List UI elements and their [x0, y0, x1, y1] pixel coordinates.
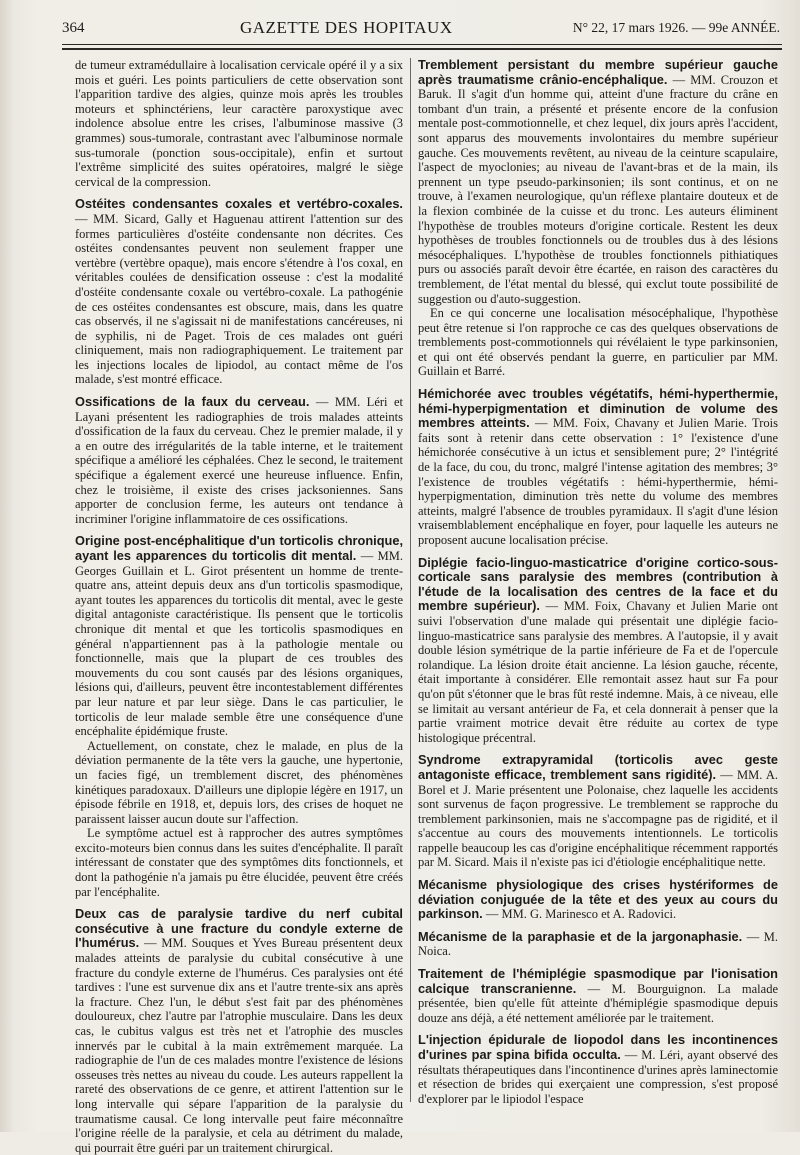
article-text: — MM. Léri et Layani présentent les radiographies de trois malades atteints d'ossification de la faux du cerveau. Chez le premier malade, il y a en outre des irrégularités de la table interne, et le traitement spécifique a amélioré les céphalées. Chez le second, le traitement spécifique a également exercé une heureuse influence. Enfin, chez le troisième, il existe des crises jacksoniennes. Sans apporter de conclusion ferme, les auteurs ont tendance à incriminer l'origine inflammatoire de ces ossifications. [75, 395, 403, 526]
article-lead-paragraph [75, 907, 403, 1155]
article-text: — M. Bourguignon. La malade présentée, bien qu'elle fût atteinte d'hémiplégie spasmodique depuis douze ans déjà, a été nettement améliorée par le traitement. [418, 981, 778, 1025]
article-title: Origine post-encéphalitique d'un torticolis chronique, ayant les apparences du torticolis dit mental. [75, 533, 403, 563]
header-rule-thick [62, 48, 782, 50]
article-title: Ostéites condensantes coxales et vertébro-coxales. [75, 196, 403, 212]
article-lead-paragraph [418, 387, 778, 548]
article-text: — MM. Souques et Yves Bureau présentent deux malades atteints de paralysie du cubital consécutive à une fracture du condyle externe de l'humérus. Ces paralysies ont été tardives : l'une est survenue dix ans et l'autre trente-six ans après la fracture. Chez l'un, le début s'est fait par des phénomènes douloureux, chez l'autre par l'atrophie musculaire. Dans les deux cas, le cubitus valgus est très net et l'atrophie des muscles innervés par le cubital à la main extrêmement marquée. La radiographie de l'un de ces malades montre l'existence de lésions osseuses très nettes au niveau du coude. Les auteurs rappellent la rareté des observations de ce genre, et attirent l'attention sur le long intervalle qui sépare l'apparition de la paralysie du traumatisme causal. Ce long intervalle peut faire méconnaître l'origine réelle de la paralysie, et cela au détriment du malade, qui pourrait être guéri par un traitement chirurgical. [75, 936, 403, 1155]
page-header [62, 16, 780, 44]
article-lead-paragraph [418, 878, 778, 922]
left-column [75, 58, 404, 1155]
article-section [75, 197, 403, 387]
article-lead-paragraph [418, 967, 778, 1025]
article-text: Le symptôme actuel est à rapprocher des autres symptômes excito-moteurs bien connus dans les suites d'encéphalite. Il paraît intéressant de constater que des symptômes dits fonctionnels, et dont la pathogénie n'a jamais pu être élucidée, peuvent être créés par l'encéphalite. [75, 826, 403, 899]
article-section [75, 534, 403, 899]
header-rule [62, 44, 782, 45]
article-title: Deux cas de paralysie tardive du nerf cubital consécutive à une fracture du condyle externe de l'humérus. [75, 906, 403, 951]
article-title: Tremblement persistant du membre supérieur gauche après traumatisme crânio-encéphalique. [418, 57, 778, 87]
article-text: — MM. G. Marinesco et A. Radovici. [485, 907, 677, 922]
article-section [75, 395, 403, 526]
article-text: de tumeur extramédullaire à localisation cervicale opéré il y a six mois et guéri. Les points particuliers de cette observation sont l'apparition tardive des algies, quinze mois après les troubles moteurs et sphinctériens, leur caractère paroxystique avec indolence absolue entre les crises, l'albuminose massive (3 grammes) sous-tumorale, contrastant avec l'albuminose normale sus-tumorale (ponction sous-occipitale), enfin et surtout l'extrême simplicité des suites opératoires, malgré le siège cervical de la compression. [75, 58, 403, 189]
article-title: Hémichorée avec troubles végétatifs, hémi-hyperthermie, hémi-hyperpigmentation et diminution de volume des membres atteints. [418, 386, 778, 431]
article-section [75, 58, 403, 189]
article-text: — M. Léri, ayant observé des résultats thérapeutiques dans l'incontinence d'urines après laminectomie et résection de brides qui exerçaient une compression, s'est proposé d'explorer par le lipiodol l'espace [418, 1048, 778, 1106]
article-lead-paragraph [418, 753, 778, 870]
article-text: — MM. Foix, Chavany et Julien Marie. Trois faits sont à retenir dans cette observation : 1° l'existence d'une hémichorée consécutive à un ictus et sensiblement pure; 2° l'intégrité de la face, du cou, du tronc, malgré l'intense agitation des membres; 3° l'existence de troubles végétatifs : hémi-hyperthermie, hémi-hyperpigmentation, diminution très nette du volume des membres atteints, malgré l'absence de troubles pyramidaux. Il s'agit d'une lésion vraisemblablement encéphalique en foyer, pour laquelle les auteurs ne proposent aucune localisation précise. [418, 416, 778, 547]
article-section [418, 930, 778, 959]
article-section [418, 1033, 778, 1106]
article-lead-paragraph [75, 197, 403, 387]
column-divider [410, 58, 411, 1102]
article-text: — MM. Crouzon et Baruk. Il s'agit d'un homme qui, atteint d'une fracture du crâne en tombant d'un train, a présenté et présente encore de la confusion mentale post-commotionnelle, et chez lequel, dix jours après l'accident, sont apparus des mouvements involontaires du membre supérieur gauche. Ces mouvements revêtent, au niveau de la ceinture scapulaire, l'aspect de myoclonies; au niveau de l'avant-bras et de la main, ils prennent un type pseudo-parkinsonien; ils sont continus, et on ne trouve, à l'examen neurologique, qu'un réflexe plantaire douteux et de la flexion combinée de la cuisse et du tronc. Les auteurs éliminent l'hypothèse de troubles moteurs d'origine corticale. Restent les deux hypothèses de troubles fonctionnels ou de troubles dus à des lésions mésocéphaliques. L'hypothèse de troubles fonctionnels pithiatiques purs ou associés paraît devoir être écartée, en raison des caractères du tremblement, de l'état mental du blessé, qui exclut toute possibilité de suggestion ou d'auto-suggestion. [418, 72, 779, 306]
article-lead-paragraph [75, 395, 403, 526]
article-paragraph [418, 306, 778, 379]
article-title: Mécanisme de la paraphasie et de la jargonaphasie. [418, 928, 743, 944]
article-lead-paragraph [75, 58, 403, 189]
article-lead-paragraph [418, 58, 778, 306]
article-paragraph [75, 826, 403, 899]
article-section [418, 967, 778, 1025]
article-text: — MM. Sicard, Gally et Haguenau attirent l'attention sur des formes particulières d'ostéite condensante non décrites. Ces ostéites condensantes peuvent non seulement frapper une vertèbre (vertèbre opaque), mais encore s'étendre à l'os coxal, en véritables coulées de densification osseuse : c'est la modalité d'ostéite condensante coxale ou vertébro-coxale. La pathogénie de ces ostéites condensantes est obscure, mais, dans les quatre cas observés, il ne s'agissait ni de manifestations cancéreuses, ni de syphilis, ni de Paget. Trois de ces malades ont guéri cliniquement, mais non radiographiquement. Le traitement par les injections locales de lipiodol, au contact même de l'os malade, s'est montré efficace. [75, 211, 403, 387]
article-section [75, 907, 403, 1155]
article-title: Mécanisme physiologique des crises hystériformes de déviation conjuguée de la tête et des yeux au cours du parkinson. [418, 877, 778, 922]
article-text: En ce qui concerne une localisation mésocéphalique, l'hypothèse peut être retenue si l'on rapproche ce cas des quelques observations de tremblements post-commotionnels qui révélaient le type parkinsonien, et qui ont été observés pendant la guerre, en particulier par MM. Guillain et Barré. [418, 306, 778, 379]
article-lead-paragraph [418, 1033, 778, 1106]
article-text: — MM. A. Borel et J. Marie présentent une Polonaise, chez laquelle les accidents sont survenus de façon progressive. Le tremblement se rapproche du tremblement parkinsonien, mais ne s'accompagne pas de rigidité, et il s'accentue au cours des mouvements intentionnels. Le torticolis rappelle beaucoup les cas d'origine encéphalitique récemment rapportés par M. Sicard. Mais il n'existe pas ici d'étiologie encéphalitique nette. [418, 767, 779, 870]
article-lead-paragraph [418, 556, 778, 746]
article-title: L'injection épidurale de liopodol dans les incontinences d'urines par spina bifida occulta. [418, 1032, 778, 1062]
article-lead-paragraph [75, 534, 403, 738]
issue-info: N° 22, 17 mars 1926. — 99e ANNÉE. [572, 20, 780, 35]
article-section [418, 387, 778, 548]
page-number: 364 [62, 20, 85, 36]
article-section [418, 58, 778, 379]
article-text: Actuellement, on constate, chez le malade, en plus de la déviation permanente de la tête vers la gauche, une hypertonie, un facies figé, un tremblement discret, des phénomènes kinétiques paradoxaux. D'ailleurs une diplopie légère en 1917, un épisode fébrile en 1918, et, depuis lors, des crises de hoquet ne paraissent laisser aucun doute sur l'affection. [75, 738, 403, 826]
right-column [418, 58, 778, 1122]
article-paragraph [75, 739, 403, 827]
article-title: Syndrome extrapyramidal (torticolis avec geste antagoniste efficace, tremblement sans rigidité). [418, 752, 778, 782]
article-lead-paragraph [418, 930, 778, 959]
article-text: — M. Noica. [418, 929, 778, 959]
article-title: Ossifications de la faux du cerveau. [75, 394, 310, 410]
article-title: Diplégie facio-linguo-masticatrice d'origine cortico-sous-corticale sans paralysie des membres (contribution à l'étude de la localisation des centres de la face et du membre supérieur). [418, 554, 778, 614]
article-section [418, 556, 778, 746]
article-section [418, 878, 778, 922]
article-text: — MM. Foix, Chavany et Julien Marie ont suivi l'observation d'une malade qui présentait une diplégie facio-linguo-masticatrice sans paralysie des membres. A l'autopsie, il y avait double lésion symétrique de la partie inférieure de Fa et de l'opercule rolandique. La lésion droite était ancienne. La lésion gauche, récente, était importante à considérer. Elle remontait assez haut sur Fa pour qu'on pût s'étonner que le bras fût resté indemne. Mais, à ce niveau, elle se limitait au versant antérieur de Fa, et cela donnerait à penser que la partie vraiment motrice devait être réduite au cortex de type histologique précentral. [418, 599, 778, 745]
article-title: Traitement de l'hémiplégie spasmodique par l'ionisation calcique transcranienne. [418, 966, 778, 996]
article-text: — MM. Georges Guillain et L. Girot présentent un homme de trente-quatre ans, atteint depuis deux ans d'un torticolis spasmodique, ayant toutes les apparences du torticolis dit mental, avec le geste digital antagoniste caractéristique. Ils pensent que le torticolis chronique dit mental et que les torticolis spasmodiques en général n'appartiennent pas à la pathologie mentale ou fonctionnelle, mais que la plupart de ces troubles des mouvements du cou sont causés par des lésions organiques, lésions qui, d'ailleurs, peuvent être incontestablement différentes par leur nature et par leur siège. Dans le cas particulier, le torticolis de leur malade semble être une conséquence d'une encéphalite épidémique fruste. [75, 549, 404, 739]
journal-title: GAZETTE DES HOPITAUX [240, 18, 453, 37]
article-section [418, 753, 778, 870]
